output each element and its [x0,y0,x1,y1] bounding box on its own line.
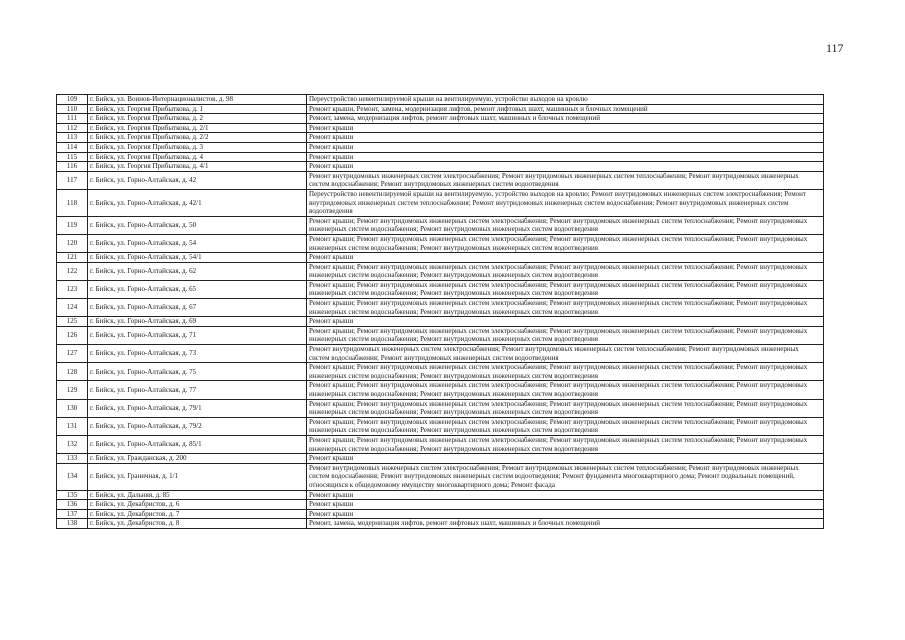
row-works: Ремонт крыши [307,133,824,143]
row-works: Ремонт крыши, Ремонт, замена, модернизация лифтов, ремонт лифтовых шахт, машинных и блочных помещений [307,104,824,114]
row-works: Переустройство невентилируемой крыши на вентилируемую, устройство выходов на кровлю [307,95,824,105]
row-works: Ремонт крыши [307,253,824,263]
table-row [57,142,824,152]
row-address: г. Бийск, ул. Декабристов, д. 8 [88,519,307,529]
row-number: 114 [57,142,88,152]
row-number: 133 [57,454,88,464]
row-address: г. Бийск, ул. Горно-Алтайская, д. 54/1 [88,253,307,263]
row-number: 127 [57,345,88,363]
row-address: г. Бийск, ул. Горно-Алтайская, д. 71 [88,326,307,344]
page-number: 117 [826,41,844,55]
table-row [57,234,824,252]
row-number: 121 [57,253,88,263]
table-row [57,500,824,510]
row-works: Ремонт крыши [307,509,824,519]
row-address: г. Бийск, ул. Горно-Алтайская, д. 69 [88,317,307,327]
row-number: 137 [57,509,88,519]
table-row [57,345,824,363]
row-works: Ремонт крыши [307,142,824,152]
row-works: Ремонт крыши; Ремонт внутридомовых инженерных систем электроснабжения; Ремонт внутридомовых инженерных систем теплоснабжения; Ремонт внутридомовых инженерных систем водоснабжения; Ремонт внутридомовых инженерных систем водоотведения [307,417,824,435]
row-address: г. Бийск, ул. Дальняя, д. 85 [88,490,307,500]
row-number: 128 [57,363,88,381]
row-works: Ремонт крыши; Ремонт внутридомовых инженерных систем электроснабжения; Ремонт внутридомовых инженерных систем теплоснабжения; Ремонт внутридомовых инженерных систем водоснабжения; Ремонт внутридомовых инженерных систем водоотведения [307,280,824,298]
row-number: 126 [57,326,88,344]
table-row [57,152,824,162]
row-number: 110 [57,104,88,114]
row-works: Ремонт внутридомовых инженерных систем электроснабжения; Ремонт внутридомовых инженерных систем теплоснабжения; Ремонт внутридомовых инженерных систем водоснабжения; Ремонт внутридомовых инженерных систем водоотведения [307,171,824,189]
table-row [57,317,824,327]
row-number: 134 [57,463,88,490]
table-row [57,114,824,124]
row-address: г. Бийск, ул. Горно-Алтайская, д. 73 [88,345,307,363]
row-number: 124 [57,299,88,317]
row-number: 109 [57,95,88,105]
row-address: г. Бийск, ул. Георгия Прибыткова, д. 4 [88,152,307,162]
row-number: 112 [57,123,88,133]
row-works: Ремонт крыши; Ремонт внутридомовых инженерных систем электроснабжения; Ремонт внутридомовых инженерных систем теплоснабжения; Ремонт внутридомовых инженерных систем водоснабжения; Ремонт внутридомовых инженерных систем водоотведения [307,363,824,381]
row-number: 123 [57,280,88,298]
row-works: Ремонт крыши [307,317,824,327]
table-row [57,189,824,216]
table-row [57,454,824,464]
row-works: Ремонт крыши; Ремонт внутридомовых инженерных систем электроснабжения; Ремонт внутридомовых инженерных систем теплоснабжения; Ремонт внутридомовых инженерных систем водоснабжения; Ремонт внутридомовых инженерных систем водоотведения [307,216,824,234]
row-works: Ремонт крыши; Ремонт внутридомовых инженерных систем электроснабжения; Ремонт внутридомовых инженерных систем теплоснабжения; Ремонт внутридомовых инженерных систем водоснабжения; Ремонт внутридомовых инженерных систем водоотведения [307,381,824,399]
row-works: Ремонт крыши; Ремонт внутридомовых инженерных систем электроснабжения; Ремонт внутридомовых инженерных систем теплоснабжения; Ремонт внутридомовых инженерных систем водоснабжения; Ремонт внутридомовых инженерных систем водоотведения [307,234,824,252]
table-row [57,216,824,234]
row-works: Ремонт крыши; Ремонт внутридомовых инженерных систем электроснабжения; Ремонт внутридомовых инженерных систем теплоснабжения; Ремонт внутридомовых инженерных систем водоснабжения; Ремонт внутридомовых инженерных систем водоотведения [307,399,824,417]
row-address: г. Бийск, ул. Георгия Прибыткова, д. 2/2 [88,133,307,143]
row-address: г. Бийск, ул. Горно-Алтайская, д. 50 [88,216,307,234]
row-works: Ремонт крыши [307,152,824,162]
row-number: 113 [57,133,88,143]
row-number: 122 [57,262,88,280]
row-address: г. Бийск, ул. Горно-Алтайская, д. 77 [88,381,307,399]
row-works: Ремонт крыши; Ремонт внутридомовых инженерных систем электроснабжения; Ремонт внутридомовых инженерных систем теплоснабжения; Ремонт внутридомовых инженерных систем водоснабжения; Ремонт внутридомовых инженерных систем водоотведения [307,435,824,453]
row-number: 138 [57,519,88,529]
row-works: Ремонт крыши [307,454,824,464]
table-row [57,363,824,381]
row-address: г. Бийск, ул. Горно-Алтайская, д. 79/1 [88,399,307,417]
row-address: г. Бийск, ул. Граничная, д. 1/1 [88,463,307,490]
table-row [57,171,824,189]
row-works: Ремонт внутридомовых инженерных систем электроснабжения; Ремонт внутридомовых инженерных систем теплоснабжения; Ремонт внутридомовых инженерных систем водоснабжения; Ремонт внутридомовых инженерных систем водоотведения [307,345,824,363]
row-address: г. Бийск, ул. Горно-Алтайская, д. 67 [88,299,307,317]
row-address: г. Бийск, ул. Декабристов, д. 7 [88,509,307,519]
row-works: Ремонт, замена, модернизация лифтов, ремонт лифтовых шахт, машинных и блочных помещений [307,114,824,124]
row-works: Ремонт крыши [307,500,824,510]
table-row [57,463,824,490]
table-row [57,162,824,172]
row-number: 120 [57,234,88,252]
table-row [57,133,824,143]
row-address: г. Бийск, ул. Горно-Алтайская, д. 85/1 [88,435,307,453]
row-number: 125 [57,317,88,327]
row-address: г. Бийск, ул. Горно-Алтайская, д. 79/2 [88,417,307,435]
table-row [57,509,824,519]
row-address: г. Бийск, ул. Горно-Алтайская, д. 42/1 [88,189,307,216]
row-address: г. Бийск, ул. Георгия Прибыткова, д. 2 [88,114,307,124]
row-address: г. Бийск, ул. Горно-Алтайская, д. 65 [88,280,307,298]
row-works: Ремонт крыши [307,123,824,133]
table-row [57,95,824,105]
row-number: 130 [57,399,88,417]
row-works: Переустройство невентилируемой крыши на вентилируемую, устройство выходов на кровлю; Ремонт внутридомовых инженерных систем электроснабжения; Ремонт внутридомовых инженерных систем теплоснабжения; Ремонт внутридомовых инженерных систем водоснабжения; Ремонт внутридомовых инженерных систем водоотведения [307,189,824,216]
row-works: Ремонт, замена, модернизация лифтов, ремонт лифтовых шахт, машинных и блочных помещений [307,519,824,529]
row-number: 116 [57,162,88,172]
row-works: Ремонт внутридомовых инженерных систем электроснабжения; Ремонт внутридомовых инженерных систем теплоснабжения; Ремонт внутридомовых инженерных систем водоснабжения; Ремонт внутридомовых инженерных систем водоотведения; Ремонт фундамента многоквартирного дома; Ремонт подвальных помещений, относящихся к общедомовому имуществу многоквартирного дома; Ремонт фасада [307,463,824,490]
row-works: Ремонт крыши; Ремонт внутридомовых инженерных систем электроснабжения; Ремонт внутридомовых инженерных систем теплоснабжения; Ремонт внутридомовых инженерных систем водоснабжения; Ремонт внутридомовых инженерных систем водоотведения [307,262,824,280]
row-address: г. Бийск, ул. Горно-Алтайская, д. 75 [88,363,307,381]
row-address: г. Бийск, ул. Георгия Прибыткова, д. 4/1 [88,162,307,172]
row-number: 117 [57,171,88,189]
table-body [57,95,824,529]
table-row [57,262,824,280]
row-number: 132 [57,435,88,453]
row-number: 131 [57,417,88,435]
row-number: 115 [57,152,88,162]
row-works: Ремонт крыши; Ремонт внутридомовых инженерных систем электроснабжения; Ремонт внутридомовых инженерных систем теплоснабжения; Ремонт внутридомовых инженерных систем водоснабжения; Ремонт внутридомовых инженерных систем водоотведения [307,299,824,317]
table-row [57,381,824,399]
table-row [57,435,824,453]
row-address: г. Бийск, ул. Георгия Прибыткова, д. 2/1 [88,123,307,133]
row-number: 111 [57,114,88,124]
row-address: г. Бийск, ул. Георгия Прибыткова, д. 1 [88,104,307,114]
row-number: 136 [57,500,88,510]
table-row [57,104,824,114]
table-row [57,490,824,500]
row-address: г. Бийск, ул. Гражданская, д. 200 [88,454,307,464]
table-row [57,519,824,529]
table-row [57,280,824,298]
row-works: Ремонт крыши; Ремонт внутридомовых инженерных систем электроснабжения; Ремонт внутридомовых инженерных систем теплоснабжения; Ремонт внутридомовых инженерных систем водоснабжения; Ремонт внутридомовых инженерных систем водоотведения [307,326,824,344]
table-row [57,123,824,133]
table-row [57,417,824,435]
row-address: г. Бийск, ул. Георгия Прибыткова, д. 3 [88,142,307,152]
row-address: г. Бийск, ул. Горно-Алтайская, д. 42 [88,171,307,189]
table-row [57,253,824,263]
row-address: г. Бийск, ул. Декабристов, д. 6 [88,500,307,510]
row-works: Ремонт крыши [307,162,824,172]
row-number: 118 [57,189,88,216]
row-number: 119 [57,216,88,234]
row-works: Ремонт крыши [307,490,824,500]
row-address: г. Бийск, ул. Горно-Алтайская, д. 62 [88,262,307,280]
buildings-table [56,94,824,529]
row-address: г. Бийск, ул. Горно-Алтайская, д. 54 [88,234,307,252]
table-row [57,326,824,344]
table-row [57,399,824,417]
row-number: 135 [57,490,88,500]
row-address: г. Бийск, ул. Воинов-Интернационалистов, д. 98 [88,95,307,105]
row-number: 129 [57,381,88,399]
table-row [57,299,824,317]
